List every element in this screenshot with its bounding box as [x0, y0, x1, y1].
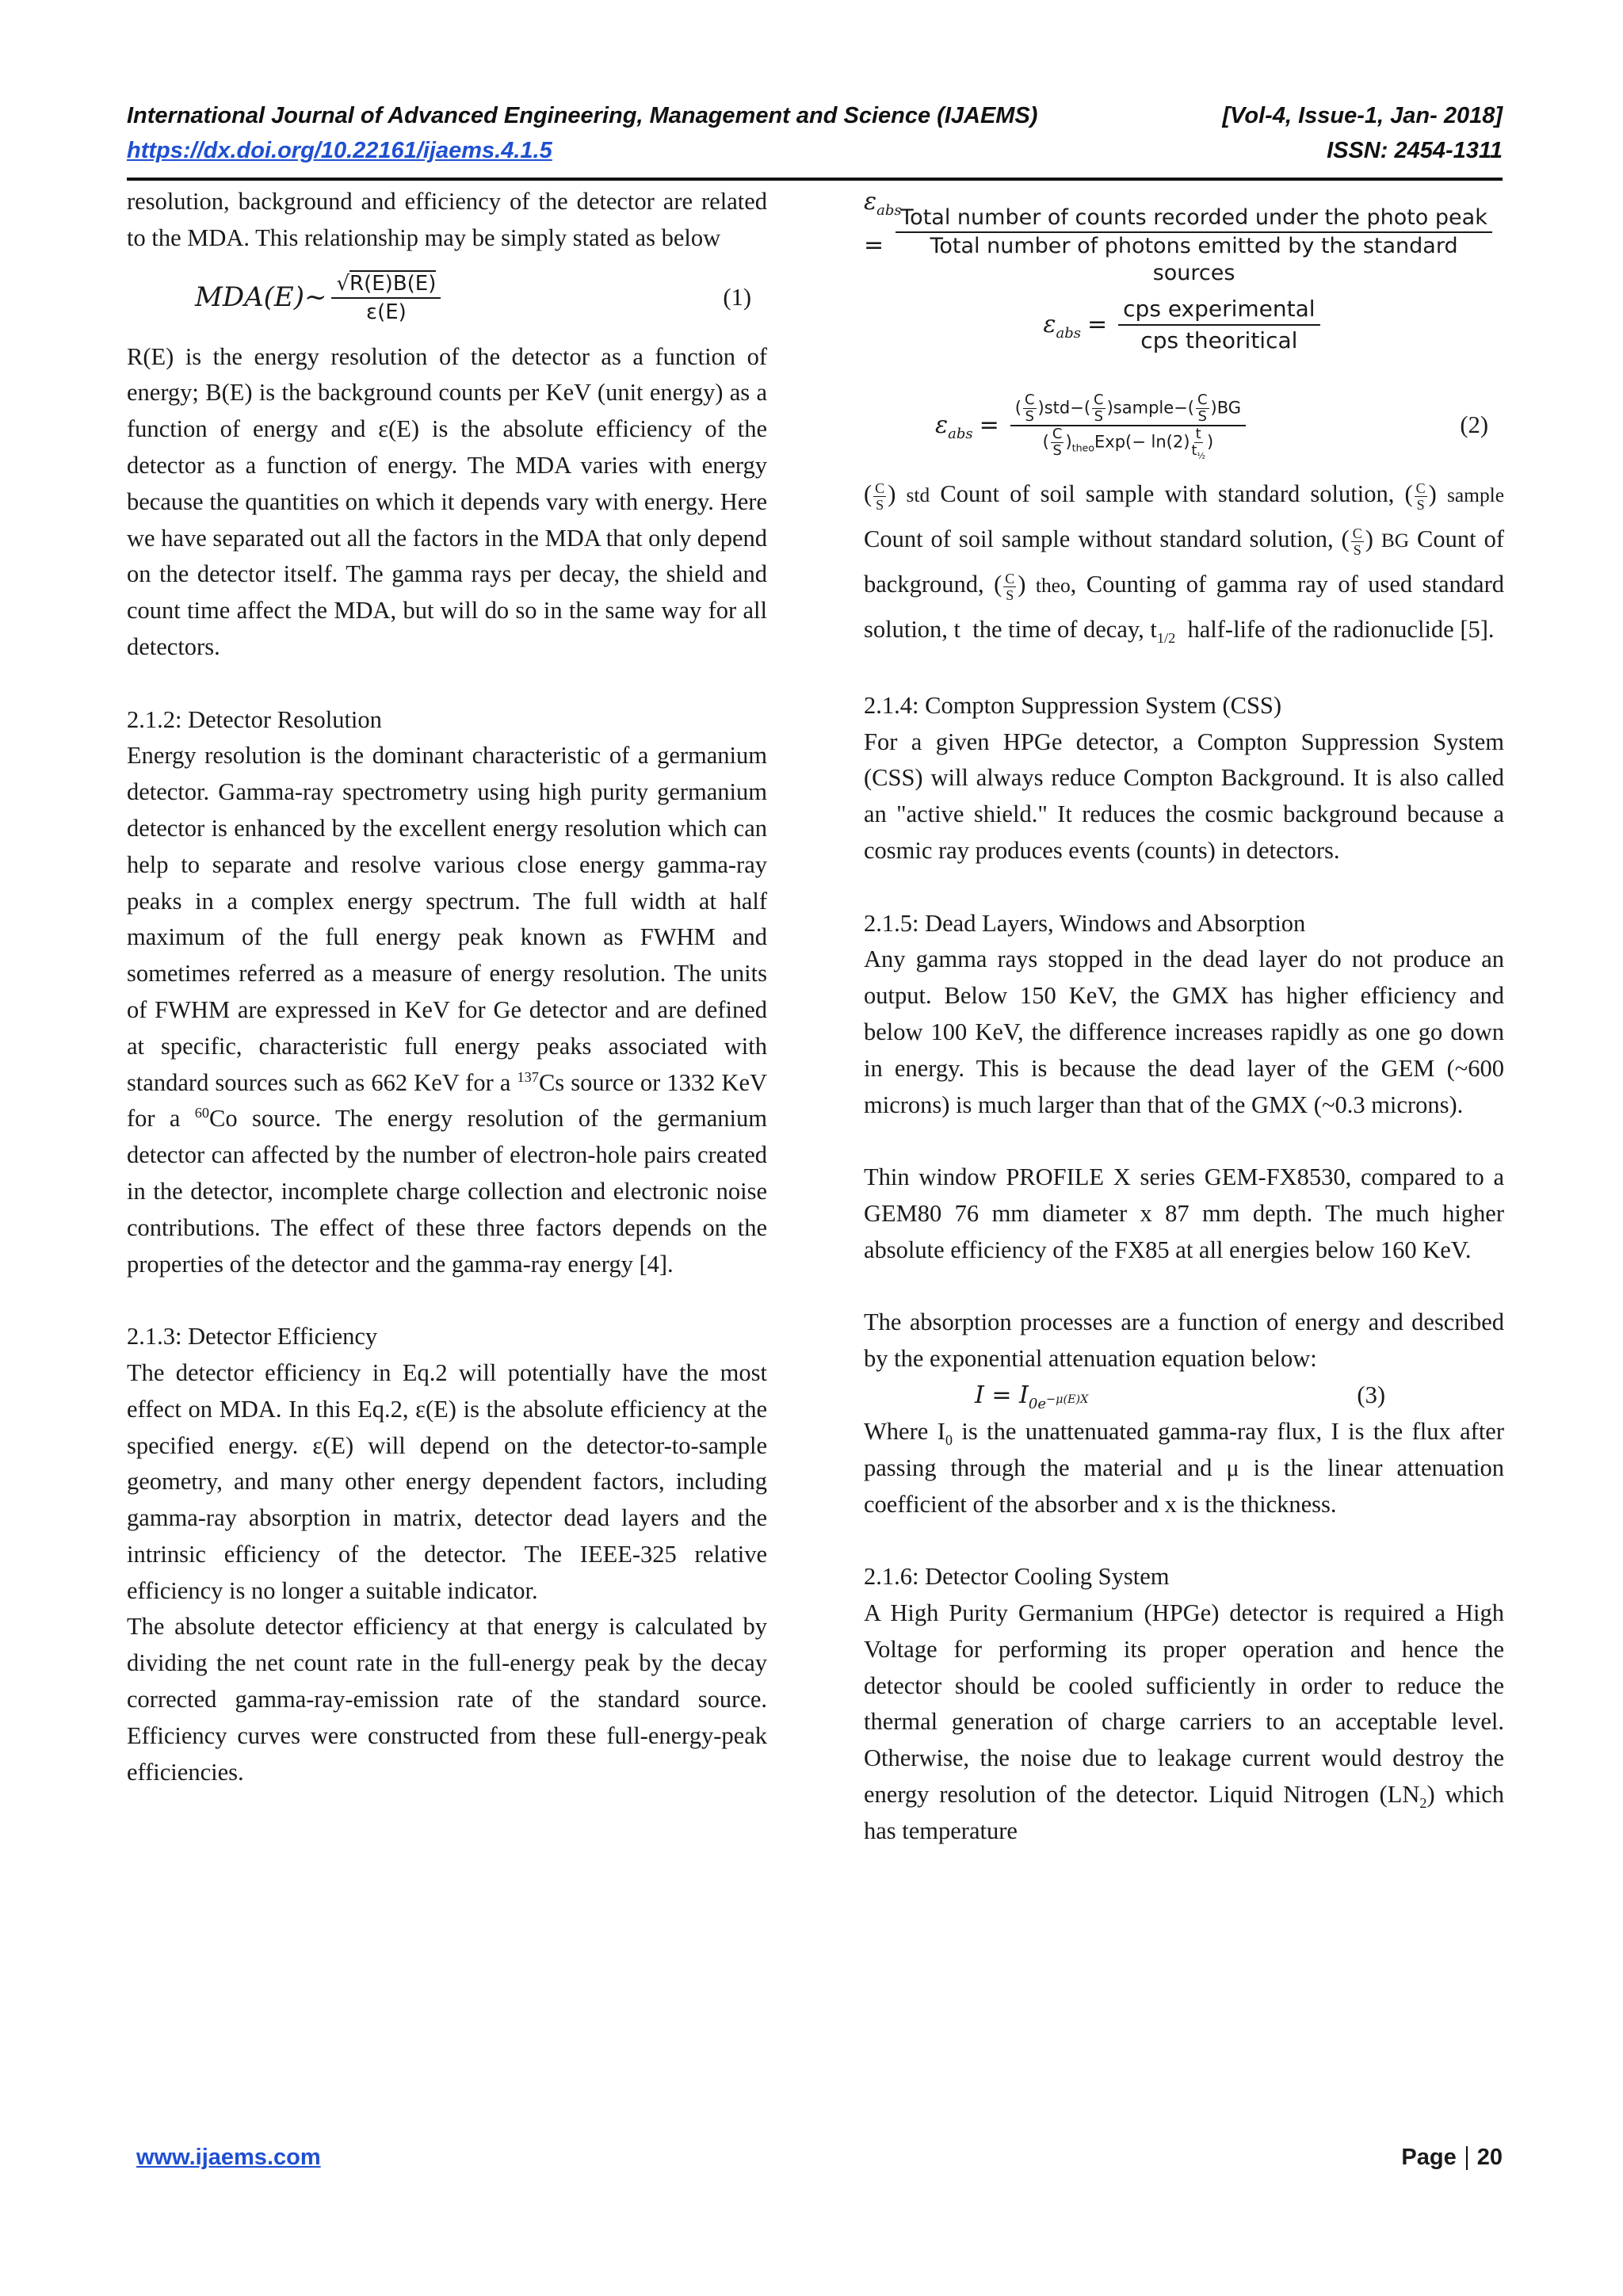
journal-title: International Journal of Advanced Engineering, Management and Science (IJAEMS) [127, 103, 1038, 128]
cooling-paragraph: A High Purity Germanium (HPGe) detector is required a High Voltage for performing its proper operation and hence the detector should be cooled sufficiently in order to reduce the thermal generation of charge carriers to an acceptable level. Otherwise, the noise due to leakage current would destroy the energy resolution of the detector. Liquid Nitrogen $(LN_2)$ which has temperature [864, 1599, 1504, 1844]
efficiency-paragraph: The detector efficiency in Eq.2 will potentially have the most effect on MDA. In this Eq.2, ε(E) is the absolute efficiency at the specified energy. ε(E) will depend on the detector-to-sample geometry, and many other energy dependent factors, including gamma-ray absorption in matrix, detector dead layers and the intrinsic efficiency of the detector. The IEEE-325 relative efficiency is no longer a suitable indicator. [127, 1358, 767, 1604]
equation-abs-definition: = $\frac{\text{Total number of counts recorded under the photo peak}}{\text{Total number of photons emitted by the standard sources}}$ [864, 217, 1504, 274]
doi-link[interactable]: https://dx.doi.org/10.22161/ijaems.4.1.5 [127, 138, 552, 163]
running-header [127, 98, 1503, 168]
mda-paragraph: R(E) is the energy resolution of the detector as a function of energy; B(E) is the background counts per KeV (unit energy) as a function of energy and ε(E) is the absolute efficiency of the detector as a function of energy. The MDA varies with energy because the quantities on which it depends vary with energy. Here we have separated out all the factors in the MDA that only depend on the detector itself. The gamma rays per decay, the shield and count time affect the MDA, but will do so in the same way for all detectors. [127, 342, 767, 660]
where-paragraph: Where $I_0$ is the unattenuated gamma-ray flux, I is the flux after passing through the material and μ is the linear attenuation coefficient of the absorber and x is the thickness. [864, 1417, 1504, 1518]
equation-1 [127, 257, 767, 339]
heading-css: 2.1.4: Compton Suppression System (CSS) [864, 691, 1282, 719]
dead-layer-paragraph: Any gamma rays stopped in the dead layer do not produce an output. Below 150 KeV, the GMX has higher efficiency and below 100 KeV, the difference increases rapidly as one go down in energy. This is because the dead layer of the GEM (~600 microns) is much larger than that of the GMX (~0.3 microns). [864, 946, 1504, 1118]
eq2-numerator: ( $\frac{C}{S}$ )std−( $\frac{C}{S}$ )sample−( $\frac{C}{S}$ )BG [1010, 392, 1246, 426]
eq1-numerator: √R(E)B(E) [331, 270, 441, 299]
header-rule [127, 178, 1503, 181]
left-column [127, 184, 767, 1790]
issn: ISSN: 2454-1311 [1327, 138, 1503, 163]
css-paragraph: For a given HPGe detector, a Compton Suppression System (CSS) will always reduce Compton Background. It is also called an "active shield." It reduces the cosmic background because a cosmic ray produces events (counts) in detectors. [864, 728, 1504, 864]
eq2-number: (2) [1460, 411, 1488, 439]
intro-paragraph: resolution, background and efficiency of the detector are related to the MDA. This relationship may be simply stated as below [127, 188, 767, 251]
eq2-denominator: ( $\frac{C}{S}$ )$_{theo}Exp(- \ln(2)$ $\frac{t}{t_{\frac{1}{2}}}$ ) [1042, 426, 1214, 461]
heading-detector-efficiency: 2.1.3: Detector Efficiency [127, 1323, 378, 1350]
sup-60: 60 [194, 1105, 210, 1121]
eq-a-denominator: Total number of photons emitted by the standard sources [930, 234, 1458, 285]
right-column [864, 184, 1504, 1850]
website-link[interactable]: www.ijaems.com [136, 2145, 321, 2170]
equation-3: $I = I_{0e^{-\mu(E)X}}$ (3) [864, 1377, 1504, 1414]
eq-b-numerator: cps experimental [1118, 294, 1319, 326]
heading-dead-layers: 2.1.5: Dead Layers, Windows and Absorption [864, 909, 1306, 937]
volume-info: [Vol-4, Issue-1, Jan- 2018] [1222, 103, 1503, 128]
eq1-denominator: ε(E) [366, 300, 407, 324]
page-number: 20 [1476, 2145, 1503, 2170]
absolute-efficiency-paragraph: The absolute detector efficiency at that energy is calculated by dividing the net count rate in the full-energy peak by the decay corrected gamma-ray-emission rate of the standard source. Efficiency curves were constructed from these full-energy-peak efficiencies. [127, 1613, 767, 1786]
eq1-lhs: MDA(E)~ [195, 281, 327, 313]
absorption-paragraph: The absorption processes are a function of energy and described by the exponential attenuation equation below: [864, 1308, 1504, 1373]
definitions-paragraph: ( $\frac{C}{S}$ ) std Count of soil sample with standard solution, ( $\frac{C}{S}$ ) sample Count of soil sample without standard solution, ( $\frac{C}{S}$ ) BG Count of background, ( $\frac{C}{S}$ ) theo, Counting of gamma ray of used standard solution, t the time of decay, $t_{1/2}$ half-life of the radionuclide [5]. [864, 479, 1504, 647]
eq3-number: (3) [1357, 1381, 1385, 1409]
eq1-fraction [331, 270, 441, 326]
eq1-number: (1) [723, 283, 751, 311]
eq-b-denominator: cps theoritical [1140, 327, 1298, 353]
heading-detector-resolution: 2.1.2: Detector Resolution [127, 705, 382, 733]
resolution-paragraph: Energy resolution is the dominant characteristic of a germanium detector. Gamma-ray spectrometry using high purity germanium detector is enhanced by the excellent energy resolution which can help to separate and resolve various close energy gamma-ray peaks in a complex energy spectrum. The full width at half maximum of the full energy peak known as FWHM and sometimes referred as a measure of energy resolution. The units of FWHM are expressed in KeV for Ge detector and are defined at specific, characteristic full energy peaks associated with standard sources such as 662 KeV for a $^{137}$Cs source or 1332 KeV for a $^{60}$Co source. The energy resolution of the germanium detector can affected by the number of electron-hole pairs created in the detector, incomplete charge collection and electronic noise contributions. The effect of these three factors depends on the properties of the detector and the gamma-ray energy [4]. [127, 742, 768, 1278]
equation-2: $\varepsilon_{abs}$ = ( $\frac{C}{S}$ )std−( $\frac{C}{S}$ )sample−( $\frac{C}{S}$ )BG ( $\frac{C}{S}$ )$_{theo}Exp(- \ln(2)$ $\frac{t}{t_{\frac{1}{2}}}$ ) (2) [935, 392, 1488, 461]
equation-cps: $\varepsilon_{abs}$ = $\frac{\text{cps experimental}}{\text{cps theoritical}}$ [864, 292, 1504, 358]
page-footer [136, 2145, 1503, 2171]
page-indicator: Page 20 [1401, 2145, 1503, 2170]
thin-window-paragraph: Thin window PROFILE X series GEM-FX8530, compared to a GEM80 76 mm diameter x 87 mm depth. The much higher absolute efficiency of the FX85 at all energies below 160 KeV. [864, 1163, 1504, 1263]
sup-137: 137 [517, 1068, 539, 1085]
eq-a-numerator: Total number of counts recorded under the photo peak [896, 204, 1492, 233]
eps-abs-label: $\varepsilon_{abs}$ [864, 188, 902, 219]
heading-cooling: 2.1.6: Detector Cooling System [864, 1563, 1170, 1591]
